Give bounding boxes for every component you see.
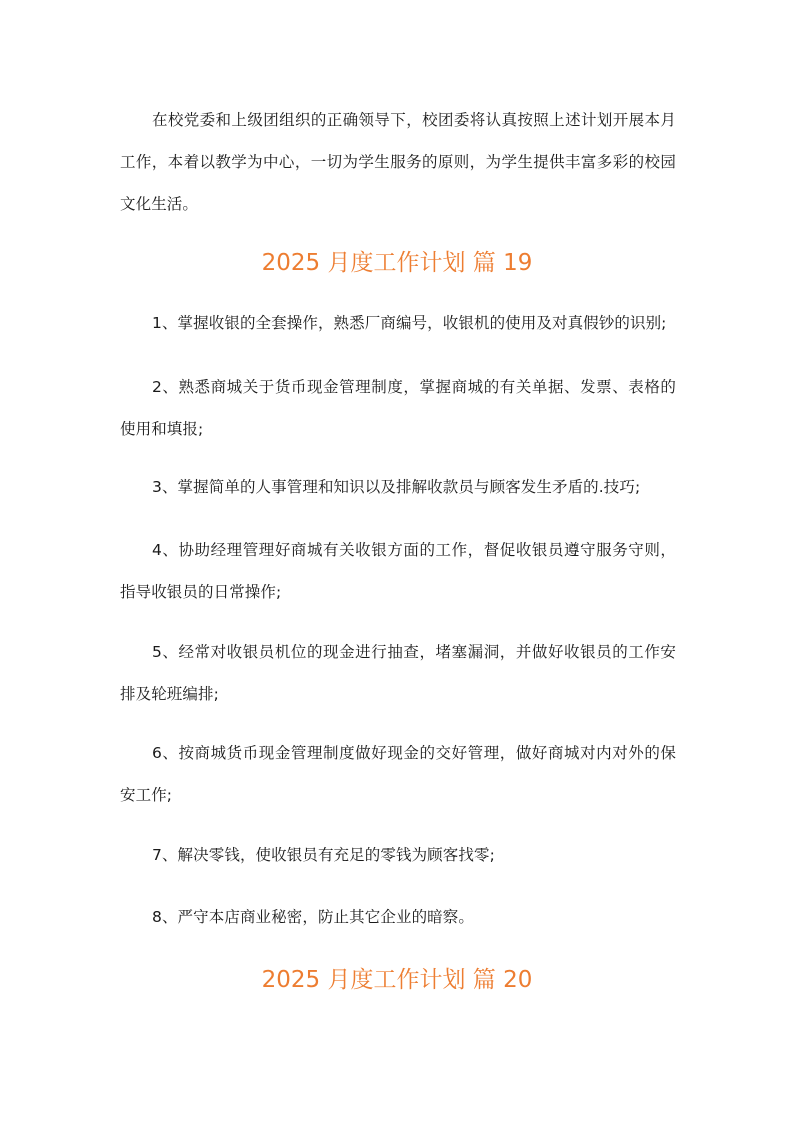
intro-paragraph: 在校党委和上级团组织的正确领导下，校团委将认真按照上述计划开展本月工作，本着以教学为中心，一切为学生服务的原则，为学生提供丰富多彩的校园文化生活。 <box>120 111 676 213</box>
list-item-7: 7、解决零钱，使收银员有充足的零钱为顾客找零; <box>152 846 495 864</box>
section-heading-19: 2025 月度工作计划 篇 19 <box>261 250 533 276</box>
list-item-6: 6、按商城货币现金管理制度做好现金的交好管理，做好商城对内对外的保安工作; <box>120 744 676 804</box>
list-item-1: 1、掌握收银的全套操作，熟悉厂商编号，收银机的使用及对真假钞的识别; <box>152 314 667 332</box>
section-heading-20: 2025 月度工作计划 篇 20 <box>261 967 533 993</box>
list-item-3: 3、掌握简单的人事管理和知识以及排解收款员与顾客发生矛盾的.技巧; <box>152 478 641 496</box>
list-item-2: 2、熟悉商城关于货币现金管理制度，掌握商城的有关单据、发票、表格的使用和填报; <box>120 378 676 438</box>
list-item-4: 4、协助经理管理好商城有关收银方面的工作，督促收银员遵守服务守则，指导收银员的日常操作; <box>120 541 676 601</box>
list-item-5: 5、经常对收银员机位的现金进行抽查，堵塞漏洞，并做好收银员的工作安排及轮班编排; <box>120 643 676 703</box>
list-item-8: 8、严守本店商业秘密，防止其它企业的暗察。 <box>152 908 474 926</box>
